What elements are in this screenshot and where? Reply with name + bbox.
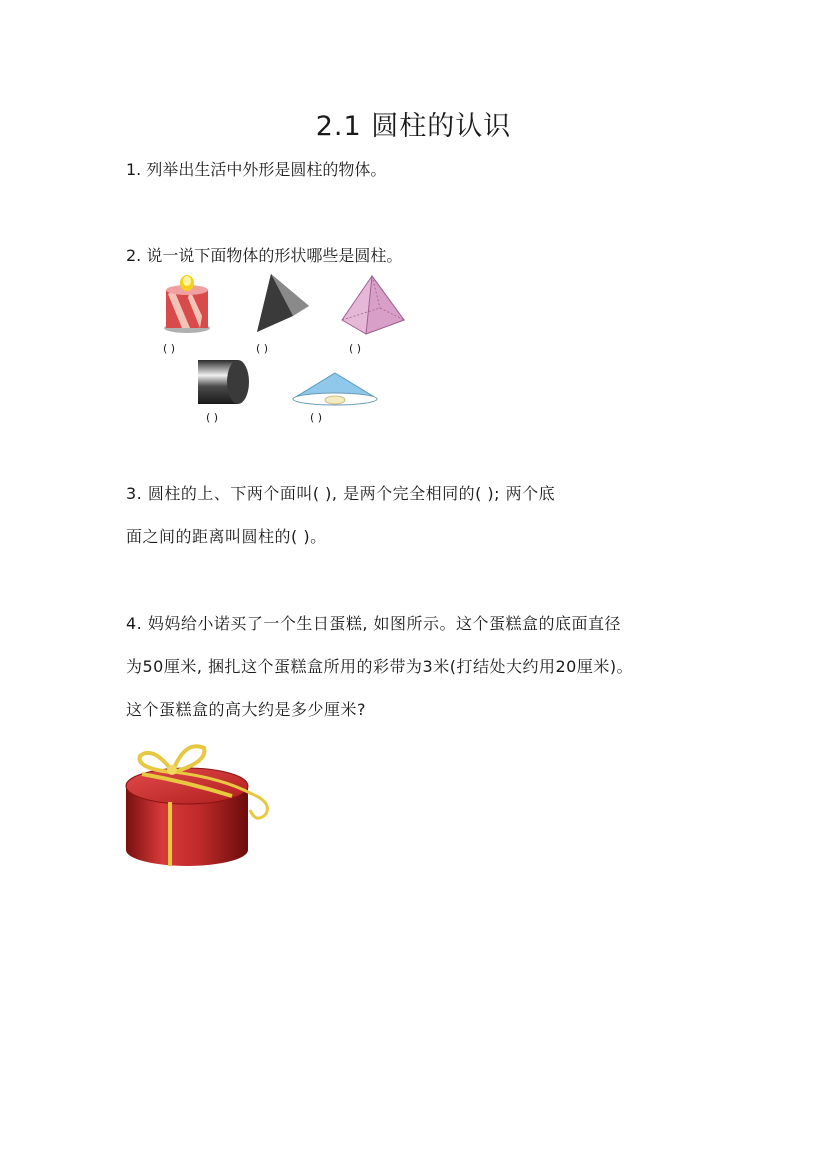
question-4-line-2: 为50厘米, 捆扎这个蛋糕盒所用的彩带为3米(打结处大约用20厘米)。 — [126, 657, 634, 676]
question-4-line-3: 这个蛋糕盒的高大约是多少厘米? — [126, 700, 366, 719]
question-1: 1. 列举出生活中外形是圆柱的物体。 — [126, 160, 387, 179]
cake-cylinder-image — [160, 270, 215, 335]
page-title: 2.1 圆柱的认识 — [315, 111, 512, 142]
question-3-line-2: 面之间的距离叫圆柱的( )。 — [126, 527, 327, 546]
cylinder-image — [196, 358, 252, 408]
lampshade-image — [290, 370, 380, 410]
question-3-line-1: 3. 圆柱的上、下两个面叫( ), 是两个完全相同的( ); 两个底 — [126, 484, 556, 503]
pyramid-image — [340, 274, 408, 336]
cone-image — [253, 272, 313, 334]
answer-blank-2[interactable]: ( ) — [256, 342, 269, 355]
answer-blank-1[interactable]: ( ) — [163, 342, 176, 355]
answer-blank-3[interactable]: ( ) — [349, 342, 362, 355]
answer-blank-4[interactable]: ( ) — [206, 411, 219, 424]
gift-box-image — [122, 738, 277, 870]
question-2: 2. 说一说下面物体的形状哪些是圆柱。 — [126, 246, 403, 265]
question-4-line-1: 4. 妈妈给小诺买了一个生日蛋糕, 如图所示。这个蛋糕盒的底面直径 — [126, 614, 622, 633]
answer-blank-5[interactable]: ( ) — [310, 411, 323, 424]
